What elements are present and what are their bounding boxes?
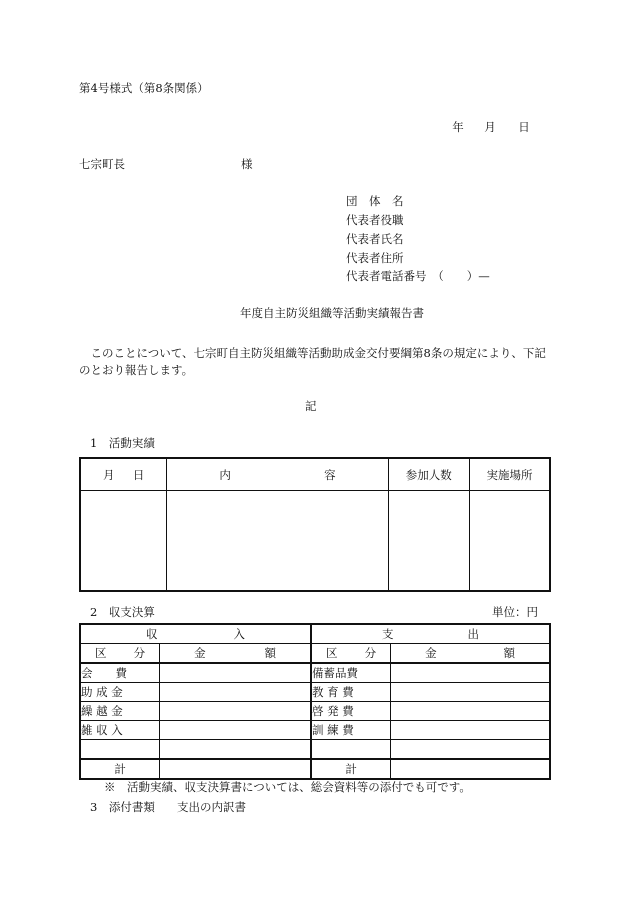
note-text: ※ 活動実績、収支決算書については、総会資料等の添付でも可です。 [104,780,471,794]
income-amount-header: 金 額 [160,644,311,664]
income-item: 会 費 [80,663,160,683]
income-total-cell[interactable] [160,759,311,779]
income-amount-cell[interactable] [160,663,311,683]
expense-amount-cell[interactable] [391,702,550,721]
applicant-position-label: 代表者役職 [346,213,404,227]
budget-table [79,623,551,780]
expense-header: 支 出 [311,624,550,644]
income-category-header: 区 分 [80,644,160,664]
table-row [80,740,550,760]
document-title: 年度自主防災組織等活動実績報告書 [240,306,424,320]
cell-participants[interactable] [388,491,469,592]
expense-amount-cell[interactable] [391,663,550,683]
ki-label: 記 [305,399,317,413]
addressee-name: 七宗町長 [79,157,125,171]
expense-item: 訓 練 費 [311,721,391,740]
attachment-value: 支出の内訳書 [177,800,246,814]
expense-item: 備蓄品費 [311,663,391,683]
section-1-heading: 1 活動実績 [90,436,155,450]
income-item[interactable] [80,740,160,760]
income-amount-cell[interactable] [160,721,311,740]
expense-amount-header: 金 額 [391,644,550,664]
col-participants: 参加人数 [388,458,469,491]
income-amount-cell[interactable] [160,740,311,760]
form-number: 第4号様式（第8条関係） [79,81,209,95]
income-item: 繰 越 金 [80,702,160,721]
expense-item: 教 育 費 [311,683,391,702]
table-row [80,683,550,702]
income-amount-cell[interactable] [160,702,311,721]
body-text-line-1: このことについて、七宗町自主防災組織等活動助成金交付要綱第8条の規定により、下記 [79,346,546,360]
expense-amount-cell[interactable] [391,740,550,760]
cell-date[interactable] [80,491,167,592]
body-text-line-2: のとおり報告します。 [79,363,194,377]
activity-table [79,457,551,592]
addressee-honorific: 様 [241,157,253,171]
expense-total-cell[interactable] [391,759,550,779]
section-3-heading: 3 添付書類 [90,800,155,814]
date-year: 年 [452,120,464,134]
total-row [80,759,550,779]
date-month: 月 [484,120,496,134]
expense-item[interactable] [311,740,391,760]
applicant-organization-label: 団 体 名 [346,194,404,208]
income-amount-cell[interactable] [160,683,311,702]
cell-location[interactable] [470,491,550,592]
col-date: 月 日 [80,458,167,491]
expense-amount-cell[interactable] [391,721,550,740]
budget-header-row-2 [80,644,550,664]
expense-category-header: 区 分 [311,644,391,664]
expense-total-label: 計 [311,759,391,779]
expense-item: 啓 発 費 [311,702,391,721]
income-item: 雑 収 入 [80,721,160,740]
col-location: 実施場所 [470,458,550,491]
table-row [80,663,550,683]
income-total-label: 計 [80,759,160,779]
date-day: 日 [518,120,530,134]
cell-content[interactable] [167,491,388,592]
income-header: 収 入 [80,624,311,644]
activity-table-header [80,458,550,491]
applicant-address-label: 代表者住所 [346,251,404,265]
section-2-heading: 2 収支決算 [90,605,155,619]
table-row [80,721,550,740]
table-row [80,491,550,592]
applicant-phone-label: 代表者電話番号 （ ）— [346,269,490,283]
expense-amount-cell[interactable] [391,683,550,702]
unit-label: 単位：円 [492,605,538,619]
budget-header-row-1 [80,624,550,644]
income-item: 助 成 金 [80,683,160,702]
table-row [80,702,550,721]
col-content: 内 容 [167,458,388,491]
applicant-name-label: 代表者氏名 [346,232,404,246]
